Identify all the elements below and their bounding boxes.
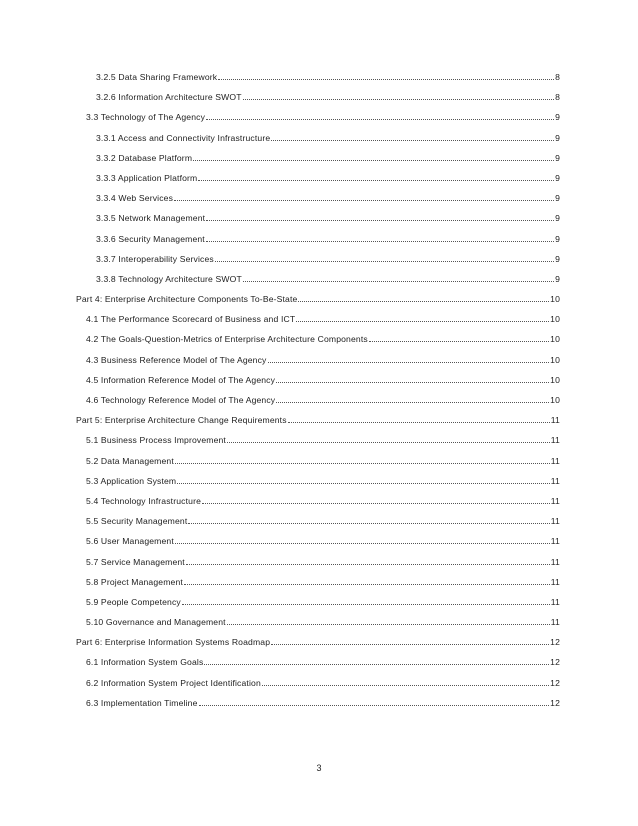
dot-leader	[186, 558, 550, 565]
toc-entry-page: 11	[550, 455, 560, 466]
toc-entry-page: 11	[550, 556, 560, 567]
toc-entry[interactable]	[76, 536, 560, 556]
toc-entry-page: 9	[555, 172, 560, 183]
toc-entry[interactable]	[76, 698, 560, 718]
toc-entry-title: 5.9 People Competency	[86, 596, 181, 607]
toc-entry-title: 3.3.5 Network Management	[96, 213, 206, 224]
dot-leader	[369, 335, 549, 342]
toc-entry-title: 3.3.8 Technology Architecture SWOT	[96, 273, 242, 284]
dot-leader	[227, 436, 550, 443]
toc-entry-title: 6.1 Information System Goals	[86, 657, 204, 668]
dot-leader	[188, 517, 549, 524]
toc-entry-title: 5.10 Governance and Management	[86, 617, 226, 628]
toc-entry-title: 6.3 Implementation Timeline	[86, 697, 198, 708]
toc-entry[interactable]	[76, 435, 560, 455]
toc-entry-page: 12	[550, 657, 560, 668]
dot-leader	[243, 275, 554, 282]
toc-entry-title: Part 4: Enterprise Architecture Components To-Be-State	[76, 294, 298, 305]
toc-entry-title: 3.2.5 Data Sharing Framework	[96, 72, 218, 82]
toc-entry-title: 5.1 Business Process Improvement	[86, 435, 226, 446]
dot-leader	[206, 214, 554, 221]
dot-leader	[202, 497, 550, 504]
toc-entry-title: 5.3 Application System	[86, 475, 177, 486]
toc-entry-title: 5.2 Data Management	[86, 455, 174, 466]
toc-entry[interactable]	[76, 637, 560, 657]
toc-entry[interactable]	[76, 72, 560, 92]
toc-entry-title: 4.6 Technology Reference Model of The Agency	[86, 395, 276, 405]
dot-leader	[276, 396, 549, 403]
toc-entry-page: 11	[550, 516, 560, 527]
toc-entry-title: 4.5 Information Reference Model of The Agency	[86, 374, 276, 385]
dot-leader	[204, 658, 549, 665]
toc-entry-page: 9	[555, 253, 560, 264]
toc-entry-page: 11	[550, 536, 560, 547]
dot-leader	[182, 598, 550, 605]
toc-entry-title: 3.3.3 Application Platform	[96, 172, 198, 183]
toc-entry-page: 11	[550, 435, 560, 446]
toc-entry-page: 10	[550, 294, 560, 305]
toc-entry[interactable]	[76, 456, 560, 476]
toc-entry[interactable]	[76, 577, 560, 597]
toc-entry[interactable]	[76, 234, 560, 254]
toc-entry[interactable]	[76, 254, 560, 274]
toc-entry-title: 3.3.2 Database Platform	[96, 152, 193, 163]
toc-entry-page: 10	[550, 334, 560, 345]
dot-leader	[206, 113, 554, 120]
toc-entry-title: 5.6 User Management	[86, 536, 174, 547]
toc-entry-page: 11	[550, 576, 560, 587]
toc-entry-page: 9	[555, 132, 560, 143]
dot-leader	[175, 457, 550, 464]
toc-entry[interactable]	[76, 678, 560, 698]
toc-entry-title: Part 5: Enterprise Architecture Change Requirements	[76, 415, 287, 426]
dot-leader	[215, 255, 554, 262]
toc-entry-page: 10	[550, 395, 560, 405]
toc-entry[interactable]	[76, 334, 560, 354]
toc-entry-title: 4.2 The Goals-Question-Metrics of Enterprise Architecture Components	[86, 334, 368, 345]
toc-entry[interactable]	[76, 355, 560, 375]
toc-entry-title: 6.2 Information System Project Identification	[86, 677, 261, 688]
toc-entry[interactable]	[76, 274, 560, 294]
dot-leader	[298, 295, 549, 302]
toc-entry-page: 9	[555, 152, 560, 163]
dot-leader	[288, 416, 550, 423]
toc-entry-title: Part 6: Enterprise Information Systems Roadmap	[76, 637, 271, 648]
toc-entry-title: 5.4 Technology Infrastructure	[86, 495, 202, 506]
toc-entry-page: 9	[555, 233, 560, 244]
toc-entry-page: 11	[550, 415, 560, 426]
toc-entry[interactable]	[76, 133, 560, 153]
toc-entry-page: 11	[550, 617, 560, 628]
dot-leader	[174, 194, 554, 201]
dot-leader	[243, 93, 554, 100]
toc-entry[interactable]	[76, 415, 560, 435]
toc-entry-title: 3.3.6 Security Management	[96, 233, 205, 244]
toc-entry[interactable]	[76, 395, 560, 415]
toc-entry-page: 12	[550, 677, 560, 688]
dot-leader	[268, 356, 550, 363]
dot-leader	[227, 618, 550, 625]
dot-leader	[175, 537, 550, 544]
dot-leader	[184, 578, 550, 585]
toc-entry-title: 5.7 Service Management	[86, 556, 185, 567]
toc-entry-page: 8	[555, 72, 560, 82]
toc-entry-title: 4.1 The Performance Scorecard of Business and ICT	[86, 314, 296, 325]
toc-entry[interactable]	[76, 153, 560, 173]
dot-leader	[206, 235, 554, 242]
toc-entry-page: 9	[555, 193, 560, 204]
dot-leader	[276, 376, 549, 383]
toc-entry-title: 5.8 Project Management	[86, 576, 183, 587]
toc-entry-title: 3.2.6 Information Architecture SWOT	[96, 92, 242, 103]
toc-entry[interactable]	[76, 92, 560, 112]
dot-leader	[218, 73, 554, 80]
toc-entry[interactable]	[76, 476, 560, 496]
toc-entry[interactable]	[76, 375, 560, 395]
page-number: 3	[316, 763, 322, 773]
dot-leader	[193, 154, 554, 161]
dot-leader	[177, 477, 550, 484]
dot-leader	[296, 315, 549, 322]
toc-entry-page: 12	[550, 697, 560, 708]
toc-entry[interactable]	[76, 657, 560, 677]
toc-entry[interactable]	[76, 516, 560, 536]
dot-leader	[271, 134, 554, 141]
toc-entry-title: 3.3 Technology of The Agency	[86, 112, 206, 123]
toc-entry-page: 10	[550, 354, 560, 365]
dot-leader	[271, 638, 549, 645]
toc-entry[interactable]	[76, 557, 560, 577]
toc-entry-page: 11	[550, 495, 560, 506]
toc-entry-title: 3.3.4 Web Services	[96, 193, 174, 204]
toc-entry-title: 4.3 Business Reference Model of The Agency	[86, 354, 267, 365]
toc-entry-page: 10	[550, 374, 560, 385]
toc-entry[interactable]	[76, 597, 560, 617]
toc-entry[interactable]	[76, 314, 560, 334]
toc-entry-title: 3.3.7 Interoperability Services	[96, 253, 214, 264]
toc-entry-page: 9	[555, 213, 560, 224]
toc-entry-page: 11	[550, 596, 560, 607]
toc-entry[interactable]	[76, 617, 560, 637]
toc-entry-page: 11	[550, 475, 560, 486]
toc-entry-page: 12	[550, 637, 560, 648]
toc-entry[interactable]	[76, 294, 560, 314]
toc-entry[interactable]	[76, 193, 560, 213]
toc-entry-page: 9	[555, 273, 560, 284]
toc-entry-title: 5.5 Security Management	[86, 516, 188, 527]
dot-leader	[198, 174, 554, 181]
toc-entry[interactable]	[76, 112, 560, 132]
toc-entry[interactable]	[76, 496, 560, 516]
toc-entry-page: 9	[555, 112, 560, 123]
dot-leader	[262, 679, 549, 686]
table-of-contents	[76, 72, 560, 718]
toc-entry-page: 8	[555, 92, 560, 103]
dot-leader	[199, 699, 550, 706]
toc-entry-page: 10	[550, 314, 560, 325]
toc-entry[interactable]	[76, 173, 560, 193]
toc-entry[interactable]	[76, 213, 560, 233]
toc-entry-title: 3.3.1 Access and Connectivity Infrastructure	[96, 132, 271, 143]
